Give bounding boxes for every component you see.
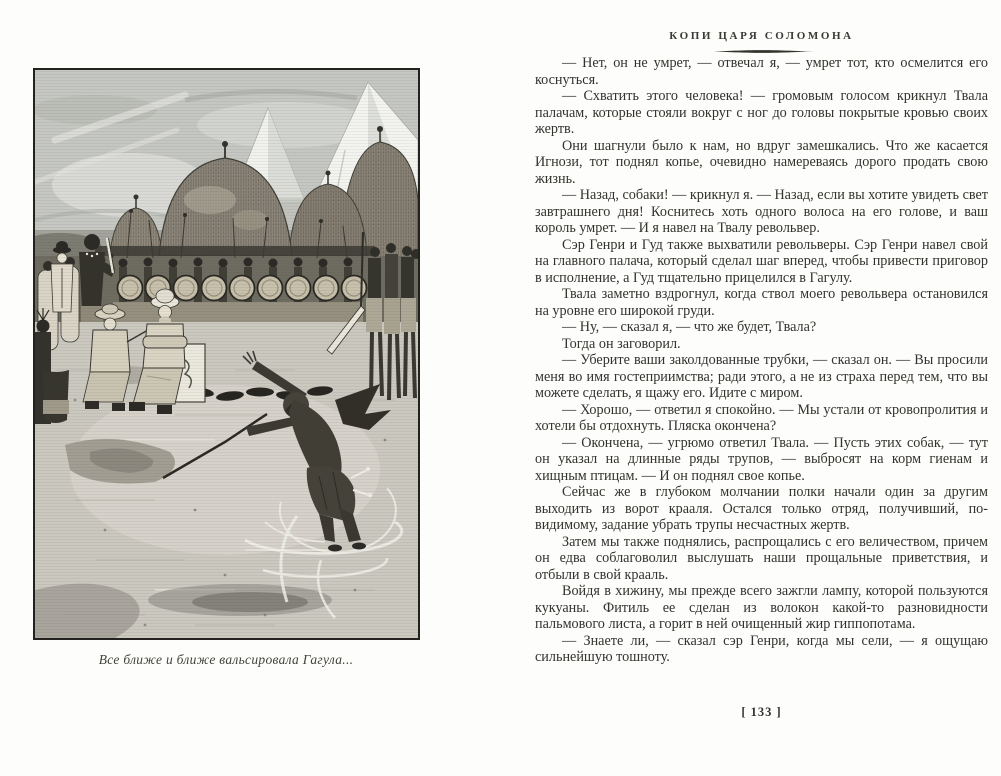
paragraph: — Окончена, — угрюмо ответил Твала. — Пусть этих собак, — тут он указал на длинные ряды трупов, — выбросят на корм гиенам и хищным птицам. — И он поднял свое копье.	[535, 434, 988, 484]
illustration-caption: Все ближе и ближе вальсировала Гагула...	[98, 652, 354, 667]
running-head: КОПИ ЦАРЯ СОЛОМОНА	[669, 30, 854, 42]
body-text	[535, 55, 988, 666]
tapered-rule-icon	[710, 49, 814, 54]
page-number: [ 133 ]	[741, 705, 782, 719]
paragraph: — Уберите ваши заколдованные трубки, — сказал он. — Вы просили меня во имя гостеприимства; ради этого, а не из страха перед тем, что вы можете сделать, я щажу его. Идите с миром.	[535, 352, 988, 401]
header-rule	[535, 49, 988, 54]
paragraph: Сейчас же в глубоком молчании полки начали один за другим выходить из ворот крааля. Остался только отряд, получивший, по-видимому, задание убрать трупы несчастных жертв.	[535, 484, 988, 533]
paragraph: — Знаете ли, — сказал сэр Генри, когда мы сели, — я ощущаю сильнейшую тошноту.	[535, 632, 988, 665]
paragraph: — Хорошо, — ответил я спокойно. — Мы устали от кровопролития и хотели бы отдохнуть. Пляска окончена?	[535, 401, 988, 434]
engraving-gagula-dancing	[35, 70, 418, 638]
paragraph: Затем мы также поднялись, распрощались с его величеством, причем он едва соблаговолил выслушать наши прощальные приветствия, и отбыли в свой крааль.	[535, 533, 988, 583]
paragraph: Они шагнули было к нам, но вдруг замешкались. Что же касается Игнози, тот поднял копье, очевидно намереваясь дорого продать свою жизнь.	[535, 137, 988, 187]
illustration-plate	[33, 68, 420, 640]
paragraph: — Схватить этого человека! — громовым голосом крикнул Твала палачам, которые стояли вокруг с ног до головы покрытые кровью своих жертв.	[535, 88, 988, 137]
paragraph: Тогда он заговорил.	[562, 335, 681, 352]
paragraph: — Ну, — сказал я, — что же будет, Твала?	[562, 319, 817, 335]
paragraph: Твала заметно вздрогнул, когда ствол моего револьвера остановился на уровне его широкой груди.	[535, 286, 988, 319]
paragraph: Сэр Генри и Гуд также выхватили револьверы. Сэр Генри навел свой на главного палача, который сделал шаг вперед, чтобы привести приговор в исполнение, а Гуд тщательно прицелился в Гагулу.	[535, 236, 988, 286]
paragraph: — Назад, собаки! — крикнул я. — Назад, если вы хотите увидеть свет завтрашнего дня! Коснитесь хоть одного волоса на его голове, и ваш король умрет. — И я навел на Твалу револьвер.	[535, 187, 988, 236]
paragraph: — Нет, он не умрет, — отвечал я, — умрет тот, кто осмелится его коснуться.	[535, 55, 988, 88]
paragraph: Войдя в хижину, мы прежде всего зажгли лампу, которой пользуются кукуаны. Фитиль ее сделан из волокон какой-то разновидности пальмового листа, а горит в ней очищенный жир гиппопотама.	[535, 583, 988, 632]
